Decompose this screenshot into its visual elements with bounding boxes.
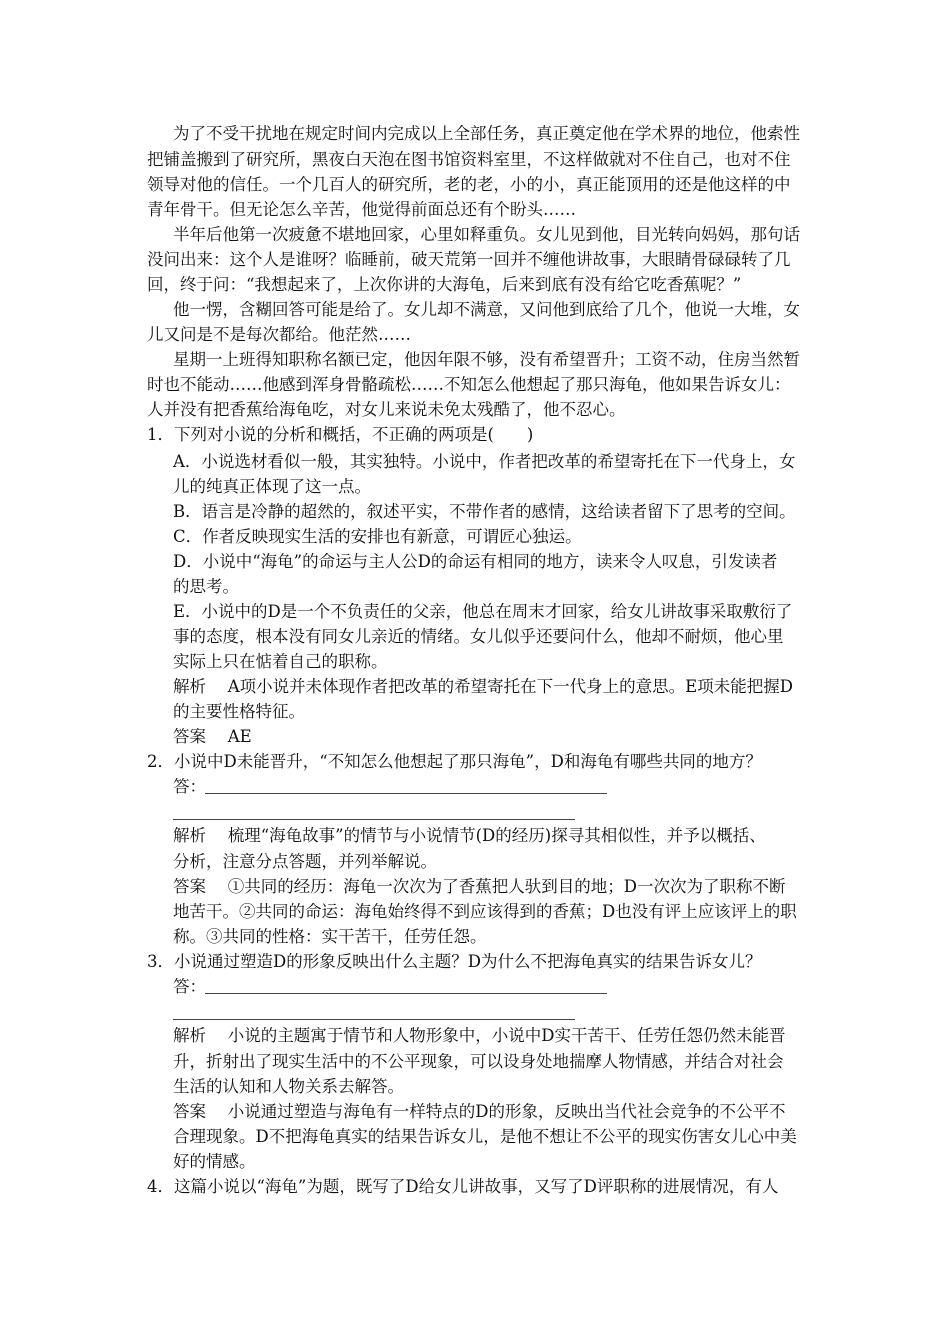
- passage-line: 星期一上班得知职称名额已定，他因年限不够，没有希望晋升；工资不动，住房当然暂: [173, 350, 800, 369]
- q2-analysis-line: 分析，注意分点答题，并列举解说。: [173, 852, 437, 871]
- passage-line: 他一愣，含糊回答可能是给了。女儿却不满意，又问他到底给了几个，他说一大堆，女: [173, 300, 800, 319]
- q1-answer: 答案 AE: [173, 727, 252, 746]
- q3-analysis-line: 升，折射出了现实生活中的不公平现象，可以设身处地揣摩人物情感，并结合对社会: [173, 1052, 784, 1071]
- passage-line: 青年骨干。但无论怎么辛苦，他觉得前面总还有个盼头……: [147, 200, 576, 219]
- q1-option-line: D．小说中“海龟”的命运与主人公D的命运有相同的地方，读来令人叹息，引发读者: [173, 552, 778, 571]
- q1-option-line: B．语言是冷静的超然的，叙述平实，不带作者的感情，这给读者留下了思考的空间。: [173, 502, 796, 521]
- q1-option-line: E．小说中的D是一个不负责任的父亲，他总在周末才回家，给女儿讲故事采取敷衍了: [173, 602, 793, 621]
- q1-option-line: 的思考。: [173, 577, 239, 596]
- q3-answer-blank-1[interactable]: [205, 993, 607, 994]
- q1-option-line: A．小说选材看似一般，其实独特。小说中，作者把改革的希望寄托在下一代身上，女: [173, 452, 796, 471]
- q2-answer-line: 称。③共同的性格：实干苦干，任劳任怨。: [173, 927, 487, 946]
- question-3-stem: 3．小说通过塑造D的形象反映出什么主题？D为什么不把海龟真实的结果告诉女儿？: [147, 952, 762, 971]
- q1-option-line: 实际上只在惦着自己的职称。: [173, 652, 388, 671]
- passage-line: 儿又问是不是每次都给。他茫然……: [147, 325, 411, 344]
- q2-answer-label: 答：: [173, 777, 206, 796]
- q3-answer-line: 答案 小说通过塑造与海龟有一样特点的D的形象，反映出当代社会竞争的不公平不: [173, 1102, 786, 1121]
- passage-line: 时也不能动……他感到浑身骨骼疏松……不知怎么他想起了那只海龟，他如果告诉女儿：: [147, 375, 791, 394]
- passage-line: 人并没有把香蕉给海龟吃，对女儿来说未免太残酷了，他不忍心。: [147, 400, 626, 419]
- q1-option-line: 事的态度，根本没有同女儿亲近的情绪。女儿似乎还要问什么，他却不耐烦，他心里: [173, 627, 784, 646]
- q3-answer-line: 好的情感。: [173, 1152, 256, 1171]
- q2-answer-blank-2[interactable]: [173, 819, 575, 820]
- q2-answer-line: 地苦干。②共同的命运：海龟始终得不到应该得到的香蕉；D也没有评上应该评上的职: [173, 902, 797, 921]
- q2-answer-blank-1[interactable]: [205, 793, 607, 794]
- q2-answer-line: 答案 ①共同的经历：海龟一次次为了香蕉把人驮到目的地；D一次次为了职称不断: [173, 877, 786, 896]
- question-4-stem: 4．这篇小说以“海龟”为题，既写了D给女儿讲故事，又写了D评职称的进展情况，有人: [147, 1177, 779, 1196]
- q1-option-line: 儿的纯真正体现了这一点。: [173, 477, 371, 496]
- q1-analysis-line: 解析 A项小说并未体现作者把改革的希望寄托在下一代身上的意思。E项未能把握D: [173, 677, 793, 696]
- passage-line: 为了不受干扰地在规定时间内完成以上全部任务，真正奠定他在学术界的地位，他索性: [173, 124, 800, 143]
- passage-line: 回，终于问：“我想起来了，上次你讲的大海龟，后来到底有没有给它吃香蕉呢？”: [147, 275, 742, 294]
- q2-analysis-line: 解析 梳理“海龟故事”的情节与小说情节(D的经历)探寻其相似性，并予以概括、: [173, 826, 766, 845]
- q1-analysis-line: 的主要性格特征。: [173, 702, 305, 721]
- q3-answer-line: 合理现象。D不把海龟真实的结果告诉女儿，是他不想让不公平的现实伤害女儿心中美: [173, 1127, 797, 1146]
- passage-line: 领导对他的信任。一个几百人的研究所，老的老，小的小，真正能顶用的还是他这样的中: [147, 175, 791, 194]
- q1-option-line: C．作者反映现实生活的安排也有新意，可谓匠心独运。: [173, 527, 582, 546]
- q3-answer-blank-2[interactable]: [173, 1019, 575, 1020]
- passage-line: 没问出来：这个人是谁呀？临睡前，破天荒第一回并不缠他讲故事，大眼睛骨碌碌转了几: [147, 250, 791, 269]
- passage-line: 把铺盖搬到了研究所，黑夜白天泡在图书馆资料室里，不这样做就对不住自己，也对不住: [147, 150, 791, 169]
- question-1-stem: 1．下列对小说的分析和概括，不正确的两项是( ): [147, 425, 534, 444]
- q3-analysis-line: 生活的认知和人物关系去解答。: [173, 1077, 404, 1096]
- passage-line: 半年后他第一次疲惫不堪地回家，心里如释重负。女儿见到他，目光转向妈妈，那句话: [173, 225, 800, 244]
- question-2-stem: 2．小说中D未能晋升，“不知怎么他想起了那只海龟”，D和海龟有哪些共同的地方？: [147, 752, 762, 771]
- q3-answer-label: 答：: [173, 977, 206, 996]
- q3-analysis-line: 解析 小说的主题寓于情节和人物形象中，小说中D实干苦干、任劳任怨仍然未能晋: [173, 1026, 786, 1045]
